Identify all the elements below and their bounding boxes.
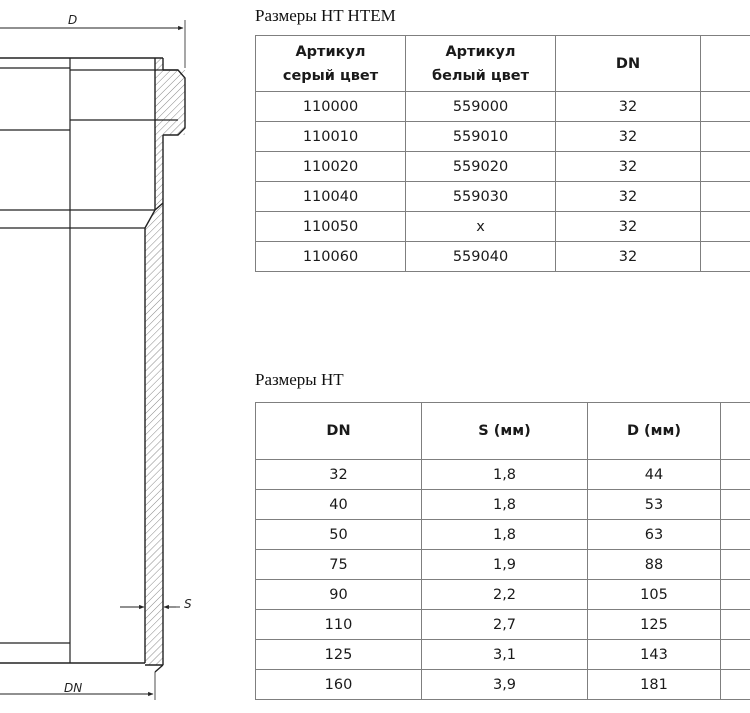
table-cell: 53 xyxy=(588,490,721,520)
table-row xyxy=(256,580,750,610)
col-header-cut xyxy=(701,36,750,92)
table-cell: 110010 xyxy=(256,122,406,152)
table-cell: 110020 xyxy=(256,152,406,182)
table-cell: 2,2 xyxy=(422,580,588,610)
table-cell: 559030 xyxy=(406,182,556,212)
table-cell xyxy=(721,640,750,670)
table-cell: 559020 xyxy=(406,152,556,182)
table-cell: 1,9 xyxy=(422,550,588,580)
table-cell: 90 xyxy=(256,580,422,610)
col-header-cut xyxy=(721,403,750,460)
dimension-s-label: S xyxy=(184,597,192,611)
col-header-dn: DN xyxy=(256,403,422,460)
table-row xyxy=(256,152,750,182)
table-cell: 125 xyxy=(256,640,422,670)
table-cell: x xyxy=(406,212,556,242)
table-header-row xyxy=(256,403,750,460)
table-cell: 1,8 xyxy=(422,460,588,490)
table-cell xyxy=(721,520,750,550)
table-cell: 1,8 xyxy=(422,520,588,550)
table-cell: 110 xyxy=(256,610,422,640)
col-header-dn: DN xyxy=(556,36,701,92)
table-htem-caption: Размеры HT HTEM xyxy=(255,6,396,25)
table-cell: 110050 xyxy=(256,212,406,242)
table-row xyxy=(256,670,750,700)
table-row xyxy=(256,460,750,490)
col-header-article-grey: Артикул серый цвет xyxy=(256,36,406,92)
table-header-row xyxy=(256,36,750,92)
table-cell: 105 xyxy=(588,580,721,610)
table-cell: 559000 xyxy=(406,92,556,122)
table-cell: 40 xyxy=(256,490,422,520)
table-cell xyxy=(721,670,750,700)
dimension-dn-label: DN xyxy=(64,681,83,695)
table-cell xyxy=(721,580,750,610)
table-row xyxy=(256,212,750,242)
table-cell xyxy=(701,182,750,212)
table-row xyxy=(256,490,750,520)
table-row xyxy=(256,610,750,640)
table-row xyxy=(256,182,750,212)
table-cell: 559040 xyxy=(406,242,556,272)
pipe-cross-section-drawing xyxy=(0,0,250,713)
table-ht xyxy=(255,402,750,700)
col-header-s: S (мм) xyxy=(422,403,588,460)
table-cell: 143 xyxy=(588,640,721,670)
table-cell xyxy=(701,212,750,242)
table-cell: 2,7 xyxy=(422,610,588,640)
table-ht-caption: Размеры HT xyxy=(255,370,344,389)
table-row xyxy=(256,640,750,670)
table-cell: 88 xyxy=(588,550,721,580)
table-cell: 32 xyxy=(556,212,701,242)
table-cell: 75 xyxy=(256,550,422,580)
table-cell xyxy=(721,610,750,640)
table-row xyxy=(256,520,750,550)
table-cell: 3,1 xyxy=(422,640,588,670)
dimension-dn xyxy=(0,672,155,700)
table-cell: 32 xyxy=(556,182,701,212)
table-cell: 32 xyxy=(556,122,701,152)
table-cell xyxy=(701,92,750,122)
table-cell: 181 xyxy=(588,670,721,700)
pipe-wall-hatched xyxy=(145,58,185,665)
table-row xyxy=(256,550,750,580)
col-header-article-white: Артикул белый цвет xyxy=(406,36,556,92)
table-cell xyxy=(721,490,750,520)
table-cell: 32 xyxy=(256,460,422,490)
table-cell: 63 xyxy=(588,520,721,550)
table-cell: 32 xyxy=(556,92,701,122)
table-row xyxy=(256,242,750,272)
table-cell: 44 xyxy=(588,460,721,490)
table-cell xyxy=(721,550,750,580)
table-cell: 125 xyxy=(588,610,721,640)
table-cell xyxy=(721,460,750,490)
table-cell: 50 xyxy=(256,520,422,550)
table-cell: 559010 xyxy=(406,122,556,152)
table-cell xyxy=(701,122,750,152)
table-cell xyxy=(701,152,750,182)
table-cell xyxy=(701,242,750,272)
table-row xyxy=(256,92,750,122)
table-cell: 32 xyxy=(556,152,701,182)
table-htem xyxy=(255,35,750,272)
table-cell: 110060 xyxy=(256,242,406,272)
dimension-d-label: D xyxy=(68,13,78,27)
col-header-d: D (мм) xyxy=(588,403,721,460)
table-cell: 160 xyxy=(256,670,422,700)
table-cell: 1,8 xyxy=(422,490,588,520)
table-cell: 110040 xyxy=(256,182,406,212)
table-cell: 32 xyxy=(556,242,701,272)
table-cell: 110000 xyxy=(256,92,406,122)
table-cell: 3,9 xyxy=(422,670,588,700)
table-row xyxy=(256,122,750,152)
